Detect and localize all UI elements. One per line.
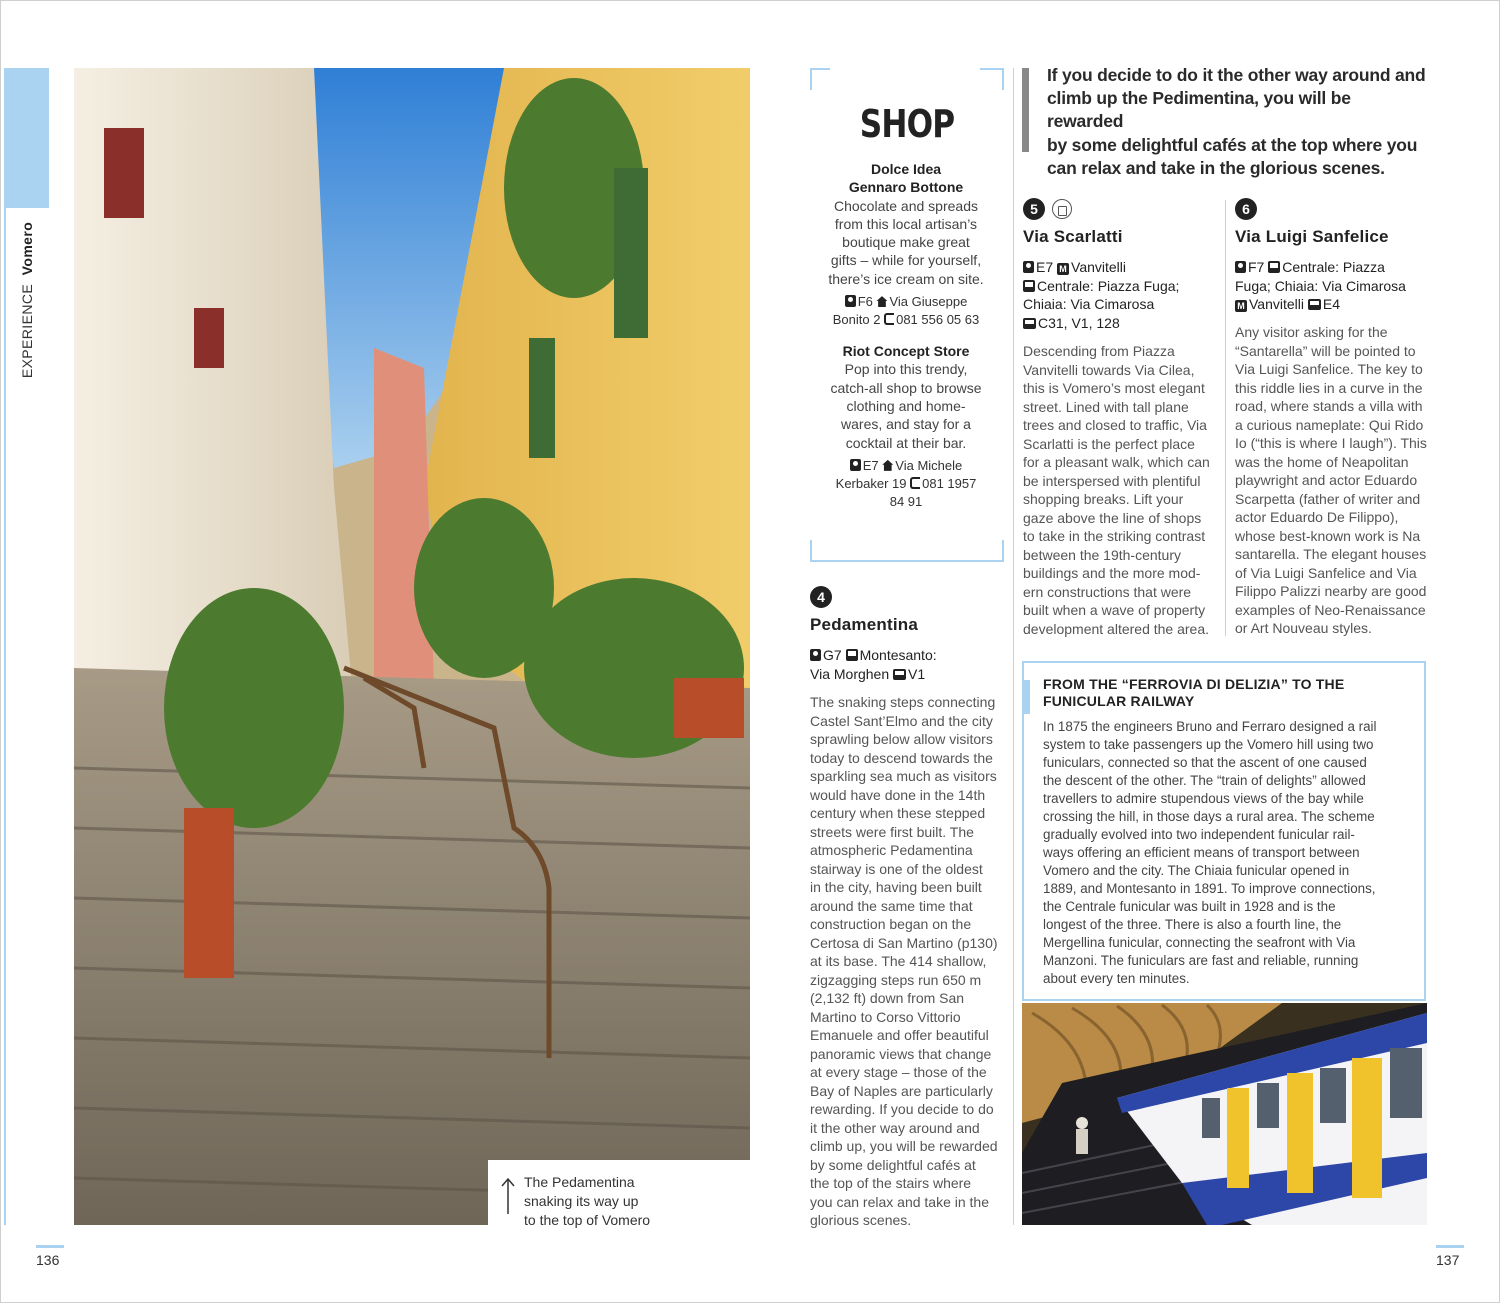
sight-info: E7 M Vanvitelli Centrale: Piazza Fuga; Chiaia: Via Cimarosa C31, V1, 128	[1023, 259, 1180, 331]
sight-info: G7 Montesanto: Via Morghen V1	[810, 647, 937, 682]
feature-box-title: FROM THE “FERROVIA DI DELIZIA” TO THE FUNICULAR RAILWAY	[1043, 676, 1345, 709]
section-name: EXPERIENCE	[19, 283, 35, 379]
metro-icon: M	[1057, 263, 1069, 275]
pedamentina-illustration	[74, 68, 750, 1225]
phone-icon	[884, 313, 894, 325]
sight-description: Descending from Piazza Vanvitelli towards Via Cilea, this is Vomero’s most elegant street. Lined with tall plane trees and closed to traffic, Via Scarlatti is the perfect place for a pleasant walk, which can be interspersed with plentiful shopping breaks. Lift your gaze above the line of shops to take in the striking contrast between the 19th-century buildings and the more mod- ern constructions that were built when a wave of property development altered the area.	[1023, 343, 1210, 637]
column-rule	[1225, 200, 1226, 636]
feature-box-bar	[1024, 680, 1030, 714]
shop-title: SHOP	[859, 102, 955, 146]
bus-icon	[893, 669, 906, 680]
pedamentina-photo	[74, 68, 750, 1225]
shop-item: Dolce Idea Gennaro Bottone Chocolate and spreads from this local artisan’s boutique make great gifts – while for yourself, there’s ice cream on site. F6 Via Giuseppe Bonito 2 081 556 05 63	[822, 160, 990, 329]
sight-number-badge: 6	[1235, 198, 1257, 220]
column-rule	[1013, 68, 1014, 1225]
address-icon	[876, 296, 887, 307]
photo-caption: The Pedamentina snaking its way up to the top of Vomero	[524, 1174, 651, 1228]
pull-quote: If you decide to do it the other way around and climb up the Pedimentina, you will be rewarded by some delightful cafés at the top where you can relax and take in the glorious scenes.	[1047, 65, 1426, 178]
sight-number-badge: 5	[1023, 198, 1045, 220]
bus-icon	[1023, 318, 1036, 329]
page-number-left: 136	[36, 1252, 60, 1268]
sight-title: Pedamentina	[810, 615, 919, 634]
page-number-bar	[1436, 1245, 1464, 1248]
quote-bar	[1022, 68, 1029, 152]
shop-meta: E7 Via Michele Kerbaker 19 081 1957 84 91	[835, 457, 977, 509]
shop-name-2: Gennaro Bottone	[848, 179, 964, 196]
section-line	[4, 208, 6, 1225]
shop-list	[822, 160, 990, 511]
sight-description: Any visitor asking for the “Santarella” will be pointed to Via Luigi Sanfelice. The key to this riddle lies in a curve in the road, where stands a villa with a curious nameplate: Qui Rido Io (“this is where I laugh”). This was the home of Neapolitan playwright and actor Eduardo Scarpetta (father of writer and actor Eduardo De Filippo), whose best-known work is Na santarella. The elegant houses of Via Luigi Sanfelice and Via Filippo Palizzi nearby are good examples of Neo-Renaissance or Art Nouveau styles.	[1235, 324, 1427, 636]
shop-name: Riot Concept Store	[842, 343, 970, 360]
shop-meta: F6 Via Giuseppe Bonito 2 081 556 05 63	[832, 294, 980, 328]
map-pin-icon	[1235, 261, 1246, 273]
metro-icon: M	[1235, 300, 1247, 312]
funicular-icon	[1023, 280, 1035, 292]
page-number-bar	[36, 1245, 64, 1248]
sight-title: Via Scarlatti	[1023, 227, 1123, 246]
area-name: Vomero	[19, 221, 35, 276]
sight-number-badge: 4	[810, 586, 832, 608]
section-tab	[4, 68, 49, 208]
shop-name: Dolce Idea	[870, 161, 942, 177]
bus-icon	[1308, 299, 1321, 310]
funicular-icon	[846, 649, 858, 661]
map-pin-icon	[810, 649, 821, 661]
map-pin-icon	[850, 459, 861, 471]
funicular-illustration	[1022, 1003, 1427, 1225]
arrow-up-icon	[500, 1176, 516, 1216]
map-pin-icon	[845, 295, 856, 307]
sight-description: The snaking steps connecting Castel Sant’Elmo and the city sprawling below allow visitors today to descend towards the sparkling sea much as visitors would have done in the 14th century when these stepped streets were first built. The atmospheric Pedamentina stairway is one of the oldest in the city, having been built around the same time that construction began on the Certosa di San Martino (p130) at its base. The 414 shallow, zigzagging steps run 650 m (2,132 ft) down from San Martino to Corso Vittorio Emanuele and offer beautiful panoramic views that change at every stage – those of the Bay of Naples are particularly rewarding. If you decide to do it the other way around and climb up, you will be rewarded by some delightful cafés at the top of the stairs where you can relax and take in the glorious scenes.	[810, 694, 998, 1228]
funicular-photo	[1022, 1003, 1427, 1225]
shop-item: Riot Concept Store Pop into this trendy, catch-all shop to browse clothing and home- wares, and stay for a cocktail at their bar. E7 Via Michele Kerbaker 19 081 1957 84 91	[822, 342, 990, 511]
address-icon	[882, 460, 893, 471]
section-label	[19, 222, 35, 378]
sight-info: F7 Centrale: Piazza Fuga; Chiaia: Via Cimarosa M Vanvitelli E4	[1235, 259, 1406, 312]
funicular-icon	[1268, 261, 1280, 273]
sight-title: Via Luigi Sanfelice	[1235, 227, 1389, 246]
page-number-right: 137	[1436, 1252, 1460, 1268]
feature-box-body: In 1875 the engineers Bruno and Ferraro designed a rail system to take passengers up the Vomero hill using two funiculars, connected so that the ascent of one caused the descent of the other. The “train of delights” allowed travellers to admire stupendous views of the bay while crossing the hill, in those days a rural area. The scheme gradually evolved into two independent funicular rail- ways offering an efficient means of transport between Vomero and the city. The Chiaia funicular opened in 1889, and Montesanto in 1891. To improve connections, the Centrale funicular was built in 1928 and is the longest of the three. There is also a fourth line, the Mergellina funicular, connecting the seafront with Via Manzoni. The funiculars are fast and reliable, running about every ten minutes.	[1043, 719, 1377, 986]
map-pin-icon	[1023, 261, 1034, 273]
phone-icon	[910, 477, 920, 489]
shopping-bag-icon	[1052, 199, 1072, 219]
